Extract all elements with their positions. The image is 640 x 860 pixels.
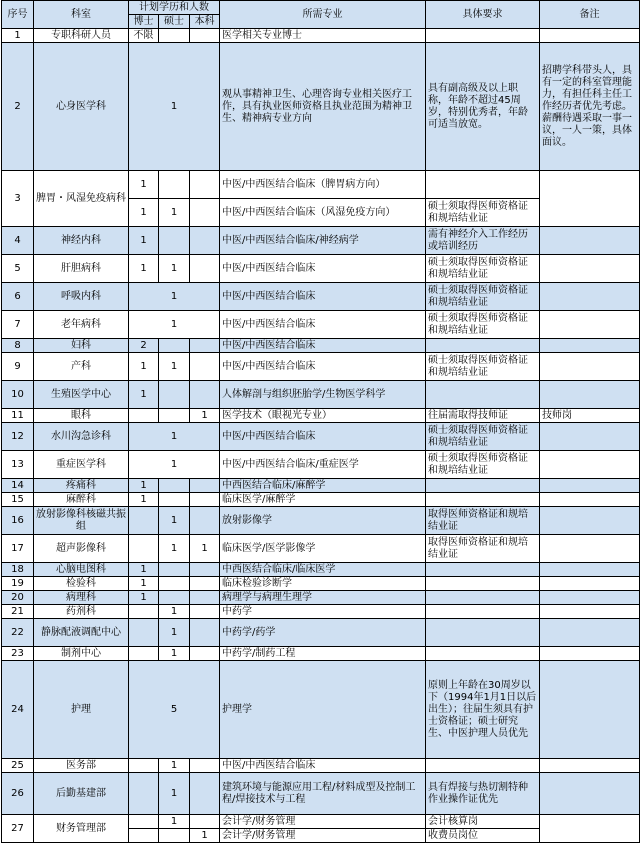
row-dept: 妇科 [34,339,129,353]
row-major: 会计学/财务管理 [220,815,426,829]
row-req: 原则上年龄在30周岁以下（1994年1月1日以后出生）；往届生须具有护士资格证；硕士研究生、中医护理人员优先 [426,661,540,759]
row-dept: 制剂中心 [34,647,129,661]
row-dept: 神经内科 [34,227,129,255]
row-dept: 肝胆病科 [34,255,129,283]
header-plan: 计划学历和人数 [129,1,220,15]
row-req [426,619,540,647]
row-seq: 23 [2,647,34,661]
row-master: 1 [159,815,190,829]
row-remark [540,605,640,619]
table-row [2,255,640,283]
row-dept: 后勤基建部 [34,773,129,815]
header-major: 所需专业 [220,1,426,29]
row-seq: 14 [2,479,34,493]
row-remark [540,29,640,43]
row-dept: 检验科 [34,577,129,591]
row-dept: 心脑电图科 [34,563,129,577]
table-row [2,661,640,759]
row-master: 1 [159,199,190,227]
row-major: 中医/中西医结合临床/神经病学 [220,227,426,255]
row-phd: 1 [129,171,159,199]
row-dept: 产科 [34,353,129,381]
row-master: 1 [159,647,190,661]
row-remark: 招聘学科带头人，具有一定的科室管理能力，有担任科主任工作经历者优先考虑。薪酬待遇采取一事一议，一人一策，具体面议。 [540,43,640,171]
row-master: 1 [159,507,190,535]
row-req [426,591,540,605]
table-row [2,311,640,339]
row-major: 放射影像学 [220,507,426,535]
row-major: 护理学 [220,661,426,759]
table-row [2,507,640,535]
row-dept: 重症医学科 [34,451,129,479]
row-phd [129,507,159,535]
row-req [426,381,540,409]
row-bachelor [190,563,220,577]
row-phd: 1 [129,563,159,577]
row-bachelor [190,647,220,661]
row-master [159,479,190,493]
row-major: 中医/中西医结合临床 [220,311,426,339]
row-seq: 6 [2,283,34,311]
row-phd [129,647,159,661]
row-phd [129,773,159,815]
table-row [2,339,640,353]
table-row [2,647,640,661]
row-phd: 1 [129,493,159,507]
row-master [159,227,190,255]
row-remark [540,339,640,353]
row-seq: 10 [2,381,34,409]
header-row [2,1,640,15]
table-row [2,619,640,647]
table-row [2,577,640,591]
row-major: 会计学/财务管理 [220,829,426,843]
row-phd: 1 [129,353,159,381]
row-seq: 9 [2,353,34,381]
header-phd: 博士 [129,15,159,29]
row-master: 1 [159,759,190,773]
row-seq: 18 [2,563,34,577]
row-seq: 21 [2,605,34,619]
row-bachelor [190,479,220,493]
row-major: 中医/中西医结合临床（脾胃病方向） [220,171,426,199]
table-row [2,29,640,43]
row-remark [540,283,640,311]
row-bachelor [190,619,220,647]
row-master [159,381,190,409]
table-row [2,353,640,381]
row-master [159,591,190,605]
row-major: 中西医结合临床/麻醉学 [220,479,426,493]
row-major: 中西医结合临床/临床医学 [220,563,426,577]
row-bachelor [190,493,220,507]
row-master: 1 [159,773,190,815]
row-bachelor: 1 [190,829,220,843]
row-req: 硕士须取得医师资格证和规培结业证 [426,255,540,283]
row-remark [540,311,640,339]
row-major: 中药学/制药工程 [220,647,426,661]
row-seq: 24 [2,661,34,759]
row-bachelor [190,227,220,255]
row-remark [540,815,640,843]
row-bachelor [190,577,220,591]
row-phd: 1 [129,591,159,605]
table-row [2,43,640,171]
row-master: 1 [159,535,190,563]
row-major: 中医/中西医结合临床 [220,255,426,283]
row-major: 建筑环境与能源应用工程/材料成型及控制工程/焊接技术与工程 [220,773,426,815]
row-dept: 药剂科 [34,605,129,619]
row-major: 医学技术（眼视光专业） [220,409,426,423]
row-dept: 病理科 [34,591,129,605]
row-remark [540,577,640,591]
row-req [426,29,540,43]
row-dept: 脾胃・风湿免疫病科 [34,171,129,227]
row-req [426,605,540,619]
row-remark [540,507,640,535]
row-phd [129,535,159,563]
recruitment-table [1,0,640,843]
header-bachelor: 本科 [190,15,220,29]
row-bachelor: 1 [190,535,220,563]
table-row [2,815,640,829]
row-seq: 16 [2,507,34,535]
row-bachelor [190,591,220,605]
row-req [426,479,540,493]
row-major: 病理学与病理生理学 [220,591,426,605]
row-bachelor [190,815,220,829]
row-dept: 静脉配液调配中心 [34,619,129,647]
row-remark [540,227,640,255]
row-phd [129,409,159,423]
row-phd [129,619,159,647]
row-major: 中医/中西医结合临床 [220,353,426,381]
row-seq: 19 [2,577,34,591]
table-row [2,493,640,507]
row-dept: 老年病科 [34,311,129,339]
row-remark [540,423,640,451]
row-seq: 5 [2,255,34,283]
table-row [2,605,640,619]
row-seq: 17 [2,535,34,563]
row-master: 1 [159,353,190,381]
header-req: 具体要求 [426,1,540,29]
table-row [2,759,640,773]
row-seq: 4 [2,227,34,255]
row-master [159,493,190,507]
row-phd [129,605,159,619]
row-major: 中医/中西医结合临床 [220,339,426,353]
table-row [2,227,640,255]
row-major: 中药学/药学 [220,619,426,647]
row-major: 中医/中西医结合临床 [220,423,426,451]
row-phd [129,829,159,843]
row-bachelor [190,759,220,773]
row-phd: 不限 [129,29,159,43]
row-dept: 放射影像科核磁共振组 [34,507,129,535]
row-master: 1 [159,605,190,619]
row-master [159,339,190,353]
row-req: 具有焊接与热切割特种作业操作证优先 [426,773,540,815]
table-body [2,1,640,843]
row-req: 硕士须取得医师资格证和规培结业证 [426,353,540,381]
row-dept: 财务管理部 [34,815,129,843]
row-seq: 15 [2,493,34,507]
row-remark [540,591,640,605]
row-req: 会计核算岗 [426,815,540,829]
row-phd: 1 [129,479,159,493]
header-dept: 科室 [34,1,129,29]
row-dept: 疼痛科 [34,479,129,493]
row-major: 中医/中西医结合临床 [220,759,426,773]
row-remark [540,535,640,563]
row-req: 取得医师资格证和规培结业证 [426,535,540,563]
row-seq: 12 [2,423,34,451]
row-major: 中医/中西医结合临床 [220,283,426,311]
row-bachelor: 1 [190,409,220,423]
row-remark [540,381,640,409]
row-phd: 1 [129,381,159,409]
row-major: 中医/中西医结合临床（风湿免疫方向） [220,199,426,227]
row-dept: 眼科 [34,409,129,423]
row-remark [540,759,640,773]
row-remark [540,255,640,283]
row-phd: 2 [129,339,159,353]
row-remark [540,353,640,381]
row-remark [540,619,640,647]
row-major: 人体解剖与组织胚胎学/生物医学科学 [220,381,426,409]
row-req [426,647,540,661]
row-dept: 心身医学科 [34,43,129,171]
row-remark [540,493,640,507]
row-major: 临床检验诊断学 [220,577,426,591]
row-master [159,563,190,577]
row-bachelor [190,381,220,409]
row-seq: 8 [2,339,34,353]
row-master: 1 [159,619,190,647]
row-req: 需有神经介入工作经历或培训经历 [426,227,540,255]
row-remark [540,661,640,759]
row-bachelor [190,773,220,815]
row-phd: 1 [129,423,220,451]
row-req: 硕士须取得医师资格证和规培结业证 [426,311,540,339]
row-phd: 1 [129,255,159,283]
table-row [2,535,640,563]
table-row [2,381,640,409]
table-row [2,409,640,423]
row-phd: 1 [129,283,220,311]
table-row [2,563,640,577]
row-remark [540,171,640,227]
row-remark [540,773,640,815]
row-master [159,171,190,199]
row-req: 硕士须取得医师资格证和规培结业证 [426,423,540,451]
row-phd [129,815,159,829]
row-bachelor [190,605,220,619]
row-bachelor [190,339,220,353]
row-major: 医学相关专业博士 [220,29,426,43]
row-phd: 1 [129,311,220,339]
row-master [159,577,190,591]
row-seq: 20 [2,591,34,605]
row-major: 临床医学/医学影像学 [220,535,426,563]
row-seq: 2 [2,43,34,171]
row-bachelor [190,29,220,43]
row-req [426,339,540,353]
row-req: 往届需取得技师证 [426,409,540,423]
row-major: 观从事精神卫生、心理咨询专业相关医疗工作，具有执业医师资格且执业范围为精神卫生、精神病专业方向 [220,43,426,171]
row-remark [540,451,640,479]
row-req: 具有副高级及以上职称，年龄不超过45周岁，特别优秀者，年龄可适当放宽。 [426,43,540,171]
row-seq: 22 [2,619,34,647]
table-row [2,591,640,605]
table-row [2,479,640,493]
header-remark: 备注 [540,1,640,29]
row-phd: 1 [129,43,220,171]
row-phd: 1 [129,451,220,479]
row-master [159,409,190,423]
header-seq: 序号 [2,1,34,29]
table-row [2,171,640,199]
row-major: 中药学 [220,605,426,619]
table-row [2,773,640,815]
row-req: 硕士须取得医师资格证和规培结业证 [426,199,540,227]
row-bachelor [190,255,220,283]
row-major: 临床医学/麻醉学 [220,493,426,507]
row-phd: 1 [129,199,159,227]
row-remark: 技师岗 [540,409,640,423]
row-req [426,759,540,773]
row-phd [129,759,159,773]
header-master: 硕士 [159,15,190,29]
row-phd: 1 [129,577,159,591]
row-bachelor [190,507,220,535]
row-dept: 水川沟急诊科 [34,423,129,451]
row-seq: 3 [2,171,34,227]
row-bachelor [190,353,220,381]
row-dept: 麻醉科 [34,493,129,507]
row-master [159,829,190,843]
row-remark [540,479,640,493]
row-dept: 护理 [34,661,129,759]
row-req: 取得医师资格证和规培结业证 [426,507,540,535]
row-master: 5 [129,661,220,759]
row-req: 收费员岗位 [426,829,540,843]
row-seq: 26 [2,773,34,815]
row-seq: 11 [2,409,34,423]
row-seq: 13 [2,451,34,479]
row-req [426,577,540,591]
table-row [2,423,640,451]
row-bachelor [190,171,220,199]
row-seq: 7 [2,311,34,339]
row-master: 1 [159,255,190,283]
row-dept: 医务部 [34,759,129,773]
row-major: 中医/中西医结合临床/重症医学 [220,451,426,479]
row-req [426,563,540,577]
row-remark [540,647,640,661]
row-req [426,493,540,507]
row-req [426,171,540,199]
row-phd: 1 [129,227,159,255]
row-seq: 1 [2,29,34,43]
row-seq: 27 [2,815,34,843]
row-seq: 25 [2,759,34,773]
row-dept: 呼吸内科 [34,283,129,311]
table-row [2,283,640,311]
row-req: 硕士须取得医师资格证和规培结业证 [426,451,540,479]
row-dept: 超声影像科 [34,535,129,563]
row-master [159,29,190,43]
row-dept: 生殖医学中心 [34,381,129,409]
table-row [2,451,640,479]
row-bachelor [190,199,220,227]
row-dept: 专职科研人员 [34,29,129,43]
row-req: 硕士须取得医师资格证和规培结业证 [426,283,540,311]
row-remark [540,563,640,577]
